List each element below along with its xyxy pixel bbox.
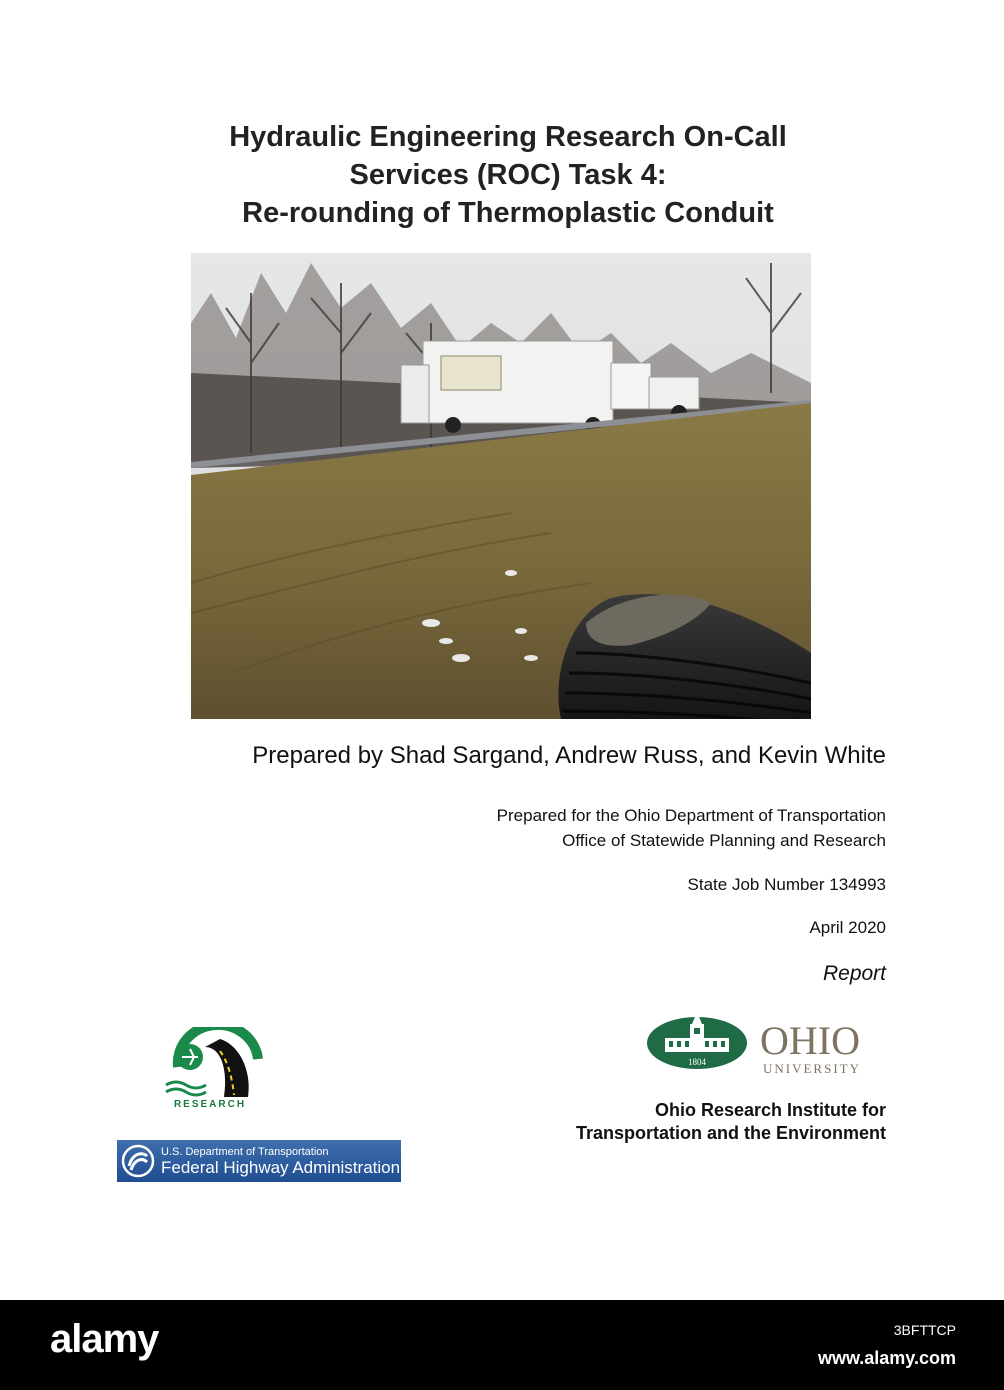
ohio-logo-sub: UNIVERSITY [763, 1061, 861, 1076]
title-line-1: Hydraulic Engineering Research On-Call [229, 121, 787, 153]
ohio-university-logo [645, 1010, 890, 1080]
ohio-logo-name: OHIO [760, 1018, 860, 1063]
job-number: State Job Number 134993 [687, 875, 886, 894]
fhwa-dept: U.S. Department of Transportation [161, 1145, 329, 1158]
fhwa-logo [117, 1140, 401, 1182]
document-title [100, 118, 916, 232]
document-type: Report [822, 962, 886, 985]
ohio-logo-year: 1804 [688, 1057, 706, 1067]
footer-url: www.alamy.com [817, 1348, 956, 1368]
authors-line: Prepared by Shad Sargand, Andrew Russ, and Kevin White [252, 742, 886, 769]
prepared-for [497, 803, 886, 853]
odot-logo-label: RESEARCH [173, 1099, 247, 1109]
image-id: 3BFTTCP [893, 1322, 956, 1338]
prepared-for-line-1: Prepared for the Ohio Department of Transportation [496, 806, 886, 825]
cover-photo [191, 253, 811, 719]
institute-name [576, 1099, 886, 1145]
prepared-for-line-2: Office of Statewide Planning and Research [562, 831, 886, 850]
institute-line-1: Ohio Research Institute for [654, 1100, 886, 1120]
stock-footer-bar [0, 1300, 1004, 1390]
title-line-3: Re-rounding of Thermoplastic Conduit [242, 197, 774, 229]
fhwa-emblem-icon [121, 1144, 155, 1178]
fhwa-name: Federal Highway Administration [161, 1157, 401, 1177]
report-date: April 2020 [809, 918, 886, 937]
odot-research-logo [160, 1027, 265, 1109]
institute-line-2: Transportation and the Environment [575, 1123, 886, 1143]
title-line-2: Services (ROC) Task 4: [349, 159, 667, 191]
alamy-logo: alamy [50, 1317, 159, 1361]
